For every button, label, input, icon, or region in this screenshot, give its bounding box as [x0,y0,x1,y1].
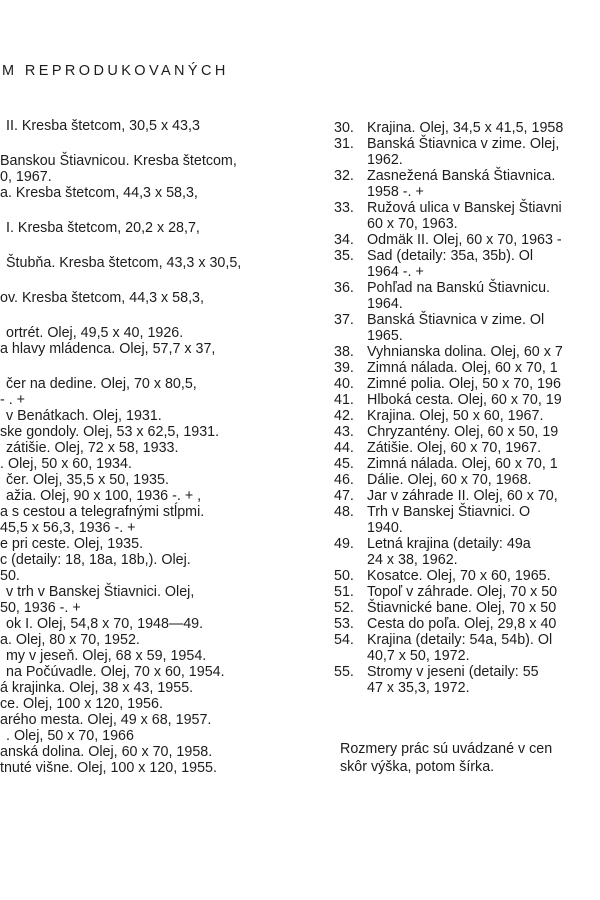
entry-number: 46. [334,472,354,488]
entry-number: 33. [334,200,354,216]
catalog-line: a. Kresba štetcom, 44,3 x 58,3, [0,185,198,201]
entry-number: 44. [334,440,354,456]
entry-number: 34. [334,232,354,248]
entry-number: 40. [334,376,354,392]
catalog-line: ažia. Olej, 90 x 100, 1936 -. + , [6,488,202,504]
entry-text: Cesta do poľa. Olej, 29,8 x 40 [367,616,557,632]
catalog-line: čer. Olej, 35,5 x 50, 1935. [6,472,169,488]
entry-text: Ružová ulica v Banskej Štiavni [367,200,562,216]
catalog-entry [334,504,600,520]
catalog-line: c (detaily: 18, 18a, 18b,). Olej. [0,552,191,568]
catalog-entry [334,296,600,312]
catalog-entry [334,344,600,360]
catalog-entry [334,520,600,536]
entry-text: Krajina. Olej, 34,5 x 41,5, 1958 [367,120,564,136]
catalog-entry [334,168,600,184]
entry-text: 1962. [367,152,403,168]
catalog-line: Banskou Štiavnicou. Kresba štetcom, [0,153,237,169]
catalog-line: anská dolina. Olej, 60 x 70, 1958. [0,744,213,760]
catalog-entry [334,232,600,248]
catalog-line: a. Olej, 80 x 70, 1952. [0,632,140,648]
catalog-list-right [334,120,600,696]
entry-text: Letná krajina (detaily: 49a [367,536,531,552]
catalog-line: ov. Kresba štetcom, 44,3 x 58,3, [0,290,204,306]
entry-number: 42. [334,408,354,424]
entry-number: 48. [334,504,354,520]
entry-text: Banská Štiavnica v zime. Olej, [367,136,560,152]
entry-text: Hlboká cesta. Olej, 60 x 70, 19 [367,392,562,408]
catalog-line: ok I. Olej, 54,8 x 70, 1948—49. [6,616,204,632]
entry-text: 1965. [367,328,403,344]
catalog-entry [334,680,600,696]
catalog-line: na Počúvadle. Olej, 70 x 60, 1954. [6,664,225,680]
entry-number: 39. [334,360,354,376]
entry-number: 50. [334,568,354,584]
catalog-line: e pri ceste. Olej, 1935. [0,536,144,552]
catalog-entry [334,552,600,568]
entry-text: Sad (detaily: 35a, 35b). Ol [367,248,534,264]
catalog-entry [334,584,600,600]
entry-text: Odmäk II. Olej, 60 x 70, 1963 - [367,232,562,248]
catalog-line: tnuté višne. Olej, 100 x 120, 1955. [0,760,217,776]
entry-number: 31. [334,136,354,152]
catalog-entry [334,616,600,632]
catalog-entry [334,360,600,376]
catalog-line: a hlavy mládenca. Olej, 57,7 x 37, [0,341,216,357]
catalog-entry [334,312,600,328]
catalog-line: ske gondoly. Olej, 53 x 62,5, 1931. [0,424,220,440]
section-heading: M REPRODUKOVANÝCH [2,63,229,79]
catalog-line: čer na dedine. Olej, 70 x 80,5, [6,376,197,392]
catalog-entry [334,376,600,392]
catalog-entry [334,120,600,136]
entry-text: Zimná nálada. Olej, 60 x 70, 1 [367,456,558,472]
catalog-line: 45,5 x 56,3, 1936 -. + [0,520,136,536]
entry-number: 32. [334,168,354,184]
catalog-line: zátišie. Olej, 72 x 58, 1933. [6,440,179,456]
catalog-entry [334,488,600,504]
entry-number: 30. [334,120,354,136]
catalog-entry [334,408,600,424]
catalog-entry [334,184,600,200]
catalog-line: . Olej, 50 x 70, 1966 [6,728,134,744]
catalog-entry [334,456,600,472]
entry-text: Stromy v jeseni (detaily: 55 [367,664,539,680]
entry-number: 52. [334,600,354,616]
entry-text: Kosatce. Olej, 70 x 60, 1965. [367,568,551,584]
catalog-line: my v jeseň. Olej, 68 x 59, 1954. [6,648,207,664]
entry-text: Zimné polia. Olej, 50 x 70, 196 [367,376,561,392]
entry-text: 40,7 x 50, 1972. [367,648,470,664]
catalog-entry [334,440,600,456]
entry-text: Banská Štiavnica v zime. Ol [367,312,545,328]
catalog-line: I. Kresba štetcom, 20,2 x 28,7, [6,220,200,236]
entry-number: 47. [334,488,354,504]
catalog-entry [334,136,600,152]
entry-text: 60 x 70, 1963. [367,216,458,232]
entry-text: Trh v Banskej Štiavnici. O [367,504,531,520]
entry-text: Zasnežená Banská Štiavnica. [367,168,556,184]
entry-text: Krajina. Olej, 50 x 60, 1967. [367,408,544,424]
catalog-line: Štubňa. Kresba štetcom, 43,3 x 30,5, [6,255,242,271]
entry-text: 47 x 35,3, 1972. [367,680,470,696]
catalog-entry [334,472,600,488]
entry-number: 36. [334,280,354,296]
entry-text: Jar v záhrade II. Olej, 60 x 70, [367,488,558,504]
catalog-entry [334,216,600,232]
catalog-line: arého mesta. Olej, 49 x 68, 1957. [0,712,212,728]
catalog-line: ce. Olej, 100 x 120, 1956. [0,696,163,712]
note-line: skôr výška, potom šírka. [340,759,495,775]
catalog-line: a s cestou a telegrafnými stĺpmi. [0,504,205,520]
note-line: Rozmery prác sú uvádzané v cen [340,741,553,757]
entry-text: Zátišie. Olej, 60 x 70, 1967. [367,440,542,456]
entry-number: 51. [334,584,354,600]
entry-text: 1964. [367,296,403,312]
catalog-line: . Olej, 50 x 60, 1934. [0,456,132,472]
entry-text: Topoľ v záhrade. Olej, 70 x 50 [367,584,558,600]
catalog-entry [334,632,600,648]
entry-number: 54. [334,632,354,648]
catalog-entry [334,536,600,552]
entry-number: 49. [334,536,354,552]
catalog-entry [334,568,600,584]
dimensions-note [340,740,552,776]
entry-number: 38. [334,344,354,360]
catalog-line: ortrét. Olej, 49,5 x 40, 1926. [6,325,184,341]
catalog-entry [334,648,600,664]
entry-text: Pohľad na Banskú Štiavnicu. [367,280,550,296]
entry-number: 43. [334,424,354,440]
entry-text: 24 x 38, 1962. [367,552,458,568]
catalog-line: á krajinka. Olej, 38 x 43, 1955. [0,680,194,696]
entry-text: 1940. [367,520,403,536]
catalog-line: II. Kresba štetcom, 30,5 x 43,3 [6,118,200,134]
catalog-entry [334,280,600,296]
catalog-entry [334,328,600,344]
entry-text: Štiavnické bane. Olej, 70 x 50 [367,600,557,616]
entry-number: 55. [334,664,354,680]
catalog-line: v Benátkach. Olej, 1931. [6,408,162,424]
entry-text: Vyhnianska dolina. Olej, 60 x 7 [367,344,563,360]
catalog-line: - . + [0,392,26,408]
catalog-entry [334,424,600,440]
catalog-entry [334,392,600,408]
entry-number: 35. [334,248,354,264]
catalog-entry [334,600,600,616]
entry-number: 45. [334,456,354,472]
catalog-line: 0, 1967. [0,169,52,185]
entry-number: 41. [334,392,354,408]
catalog-entry [334,248,600,264]
entry-text: 1958 -. + [367,184,424,200]
entry-text: Krajina (detaily: 54a, 54b). Ol [367,632,553,648]
catalog-line: v trh v Banskej Štiavnici. Olej, [6,584,195,600]
entry-number: 37. [334,312,354,328]
entry-text: Zimná nálada. Olej, 60 x 70, 1 [367,360,558,376]
entry-text: Chryzantény. Olej, 60 x 50, 19 [367,424,559,440]
catalog-entry [334,200,600,216]
catalog-entry [334,264,600,280]
catalog-line: 50. [0,568,20,584]
entry-text: 1964 -. + [367,264,424,280]
entry-number: 53. [334,616,354,632]
entry-text: Dálie. Olej, 60 x 70, 1968. [367,472,532,488]
catalog-entry [334,664,600,680]
catalog-line: 50, 1936 -. + [0,600,81,616]
catalog-entry [334,152,600,168]
